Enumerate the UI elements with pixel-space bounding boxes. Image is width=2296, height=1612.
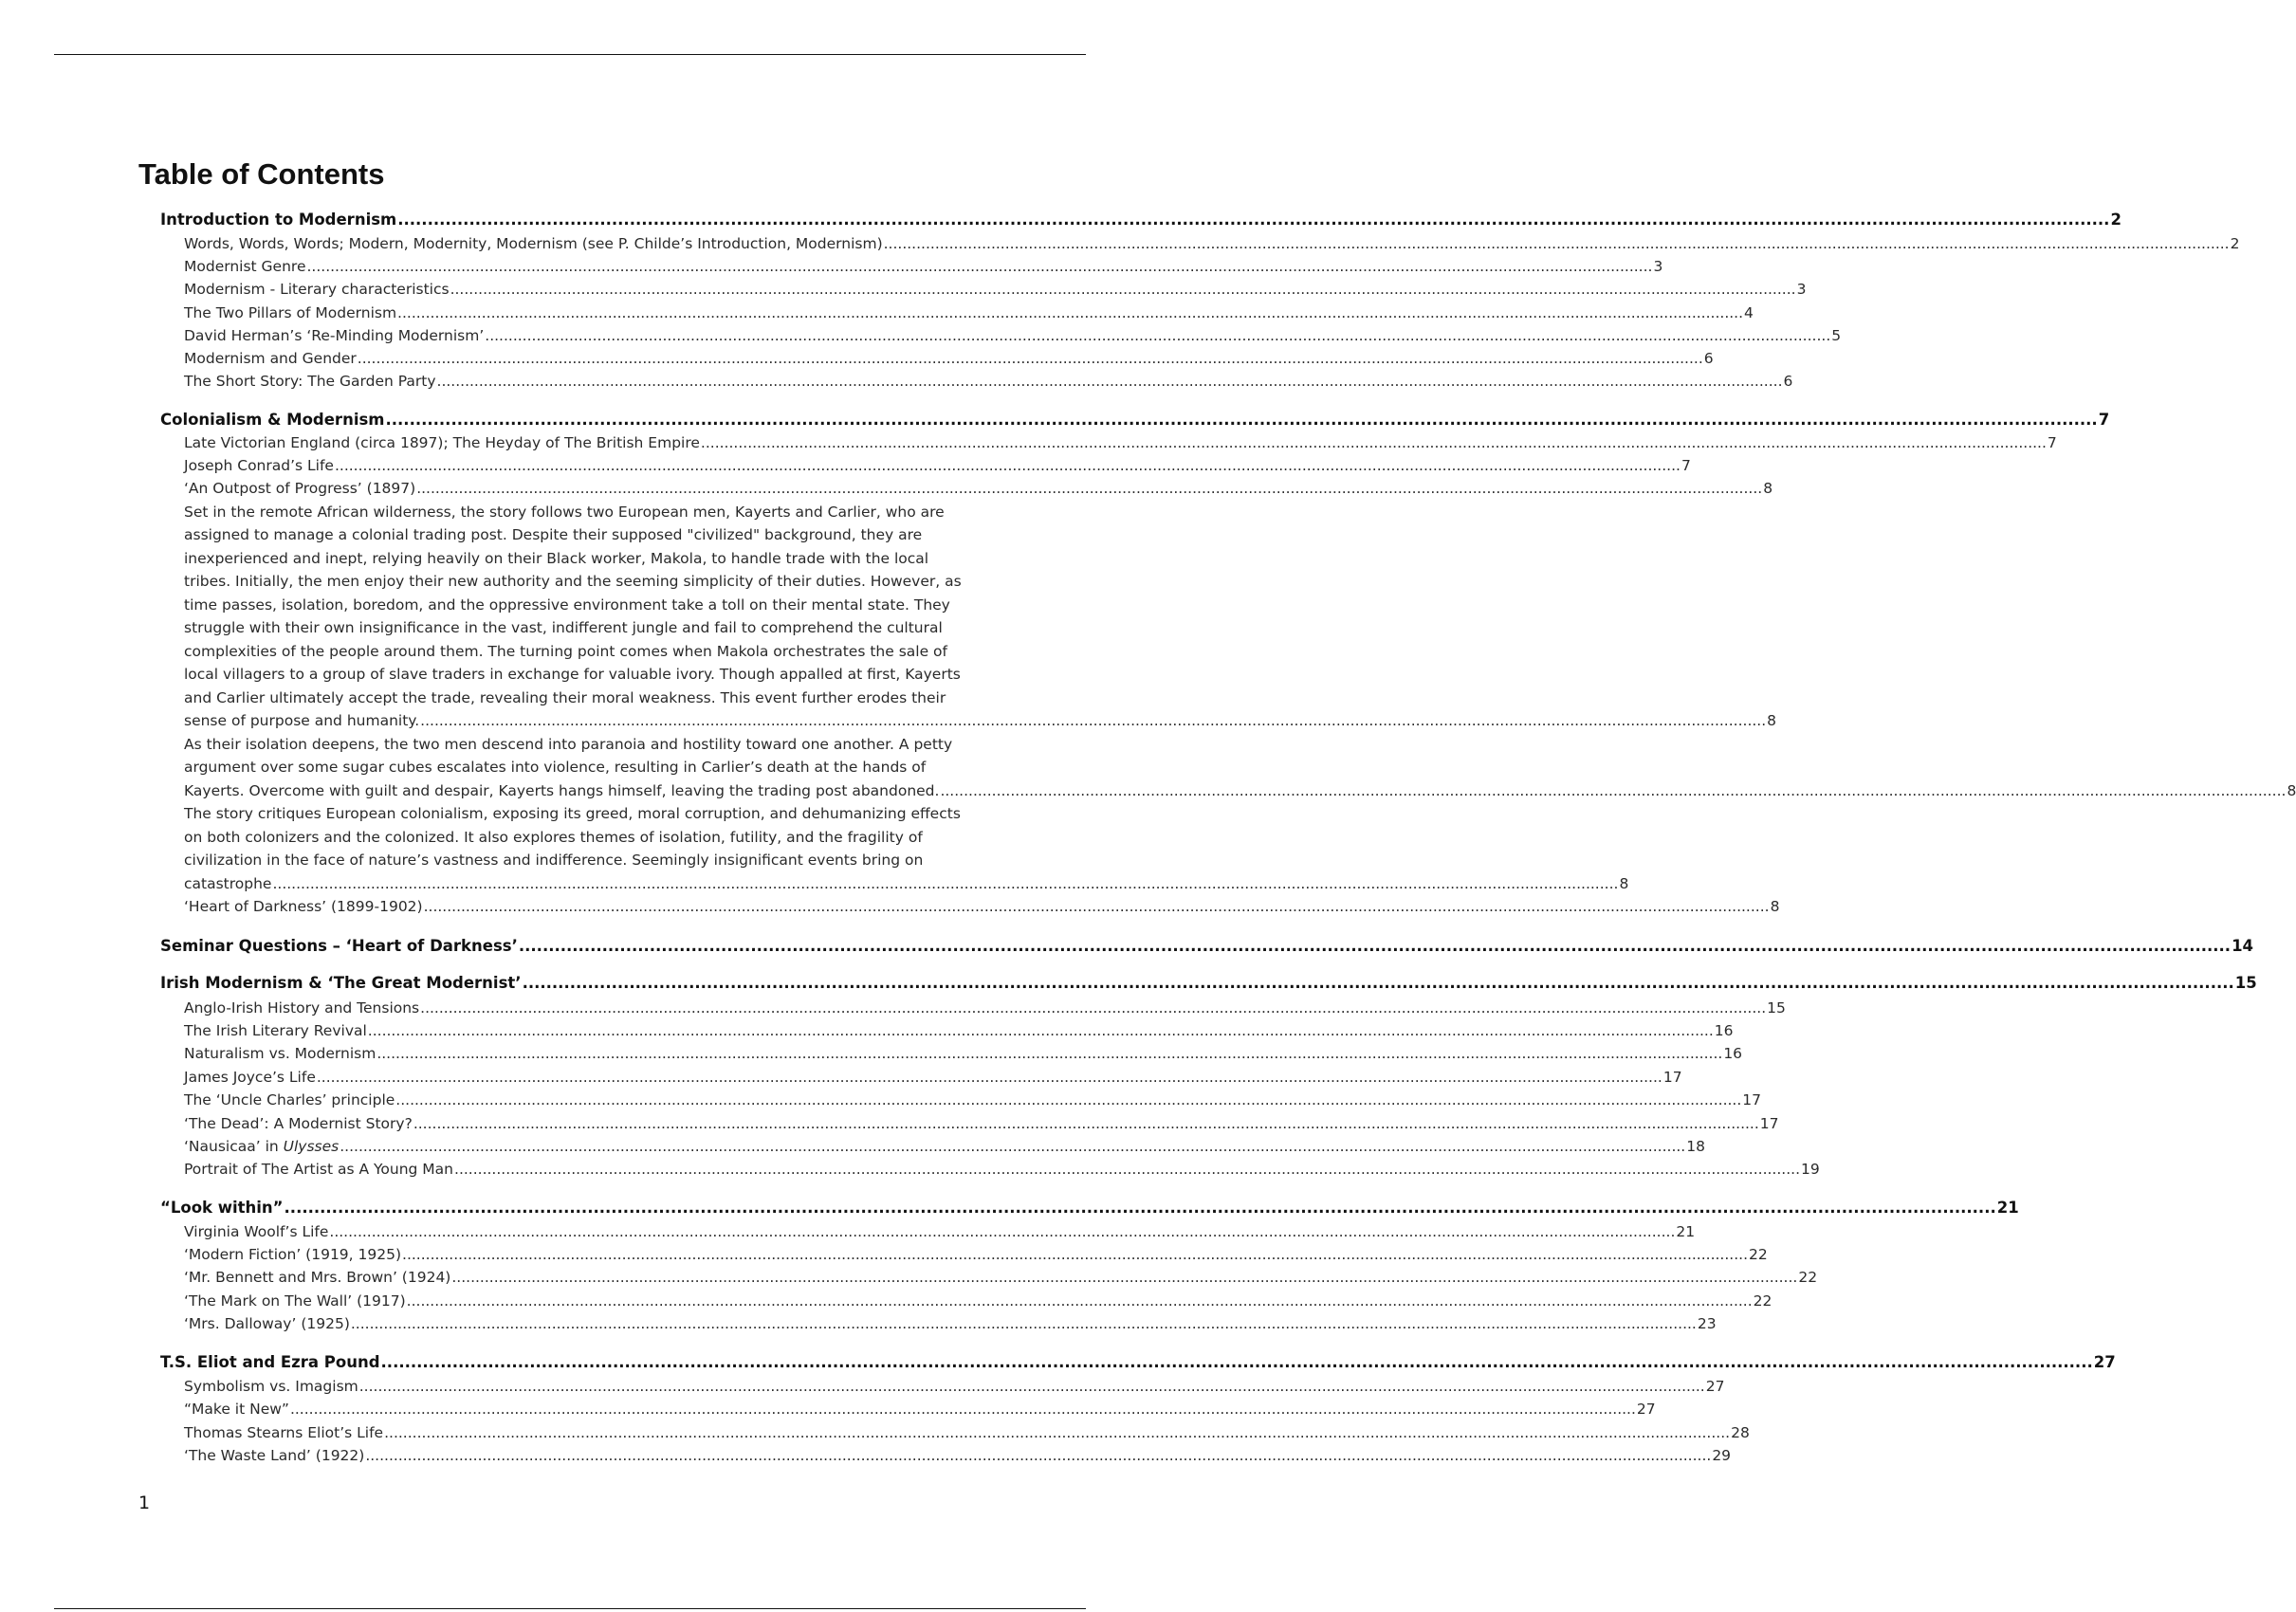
toc-entry-title: ‘Mr. Bennett and Mrs. Brown’ (1924): [184, 1269, 451, 1286]
toc-entry-title: ‘Heart of Darkness’ (1899-1902): [184, 898, 423, 915]
dot-leader: [335, 459, 1681, 474]
toc-page-number: 23: [1697, 1315, 1717, 1332]
toc-page-number: 3: [1796, 281, 1807, 298]
toc-section-entry[interactable]: [160, 411, 2110, 429]
toc-body-text-line: argument over some sugar cubes escalates into violence, resulting in Carlier’s death at the hands of: [184, 759, 927, 776]
toc-subsection-entry[interactable]: [184, 1246, 1768, 1263]
toc-body-text-line: The story critiques European colonialism, exposing its greed, moral corruption, and dehumanizing effects: [184, 805, 961, 822]
toc-page-number: 14: [2232, 937, 2254, 955]
dot-leader: [317, 1071, 1662, 1086]
toc-page-number: 3: [1653, 258, 1663, 275]
toc-page-number: 15: [1767, 999, 1786, 1017]
toc-entry-title: Thomas Stearns Eliot’s Life: [184, 1424, 384, 1441]
toc-body-text-line: complexities of the people around them. The turning point comes when Makola orchestrates the sale of: [184, 643, 947, 660]
toc-body-text-line: time passes, isolation, boredom, and the oppressive environment take a toll on their mental state. They: [184, 596, 950, 614]
toc-subsection-entry[interactable]: [184, 434, 2057, 451]
toc-entry-title: Seminar Questions – ‘Heart of Darkness’: [160, 937, 518, 955]
toc-entry-title: Irish Modernism & ‘The Great Modernist’: [160, 974, 522, 992]
toc-subsection-entry[interactable]: [184, 350, 1714, 367]
dot-leader: [365, 1449, 1711, 1464]
dot-leader: [384, 1426, 1730, 1441]
dot-leader: [451, 1271, 1797, 1286]
toc-subsection-entry[interactable]: [184, 1315, 1717, 1332]
toc-subsection-entry[interactable]: [184, 457, 1691, 474]
toc-subsection-entry[interactable]: [184, 875, 1629, 892]
toc-page-number: 8: [1619, 875, 1629, 892]
dot-leader: [424, 900, 1770, 915]
toc-subsection-entry[interactable]: [184, 1161, 1820, 1178]
toc-page-number: 7: [1681, 457, 1691, 474]
dot-leader: [272, 877, 1618, 892]
toc-page-number: 19: [1801, 1161, 1820, 1178]
toc-body-text-line: Set in the remote African wilderness, the story follows two European men, Kayerts and Carlier, who are: [184, 504, 945, 521]
toc-subsection-entry[interactable]: [184, 1223, 1696, 1240]
toc-page-number: 8: [1770, 898, 1780, 915]
toc-entry-title: Introduction to Modernism: [160, 211, 397, 229]
dot-leader: [351, 1317, 1697, 1332]
toc-subsection-entry[interactable]: [184, 1115, 1779, 1132]
dot-leader: [485, 329, 1830, 344]
toc-subsection-entry[interactable]: [184, 1069, 1682, 1086]
dot-leader: [368, 1024, 1714, 1039]
toc-entry-title: The Short Story: The Garden Party: [184, 373, 436, 390]
toc-subsection-entry[interactable]: [184, 898, 1780, 915]
toc-page-number: 6: [1703, 350, 1714, 367]
toc-page-number: 29: [1712, 1447, 1732, 1464]
toc-entry-title: James Joyce’s Life: [184, 1069, 316, 1086]
dot-leader: [884, 237, 2230, 252]
toc-page-number: 22: [1749, 1246, 1768, 1263]
toc-page-number: 27: [1636, 1401, 1656, 1418]
dot-leader: [402, 1248, 1748, 1263]
page-number: 1: [138, 1493, 151, 1513]
toc-body-text-line: and Carlier ultimately accept the trade, revealing their moral weakness. This event further erodes their: [184, 689, 946, 706]
book-title-italic: Ulysses: [283, 1138, 340, 1155]
toc-page-number: 21: [1996, 1199, 2019, 1217]
toc-body-text-line: struggle with their own insignificance in the vast, indifferent jungle and fail to comprehend the cultural: [184, 619, 943, 636]
toc-subsection-entry[interactable]: [184, 258, 1663, 275]
dot-leader: [395, 1093, 1741, 1108]
toc-page-number: 21: [1676, 1223, 1696, 1240]
toc-page-number: 17: [1662, 1069, 1682, 1086]
toc-page-number: 8: [1763, 480, 1773, 497]
toc-subsection-entry[interactable]: [184, 327, 1842, 344]
dot-leader: [306, 260, 1652, 275]
toc-body-text-line: assigned to manage a colonial trading post. Despite their supposed "civilized" background, they are: [184, 526, 923, 543]
toc-section-entry[interactable]: [160, 1199, 2019, 1217]
toc-entry-title: Anglo-Irish History and Tensions: [184, 999, 420, 1017]
dot-leader: [359, 1380, 1705, 1395]
toc-entry-title: catastrophe: [184, 875, 272, 892]
toc-entry-title: ‘The Mark on The Wall’ (1917): [184, 1292, 406, 1310]
toc-entry-title: sense of purpose and humanity.: [184, 712, 420, 729]
toc-entry-title: The ‘Uncle Charles’ principle: [184, 1091, 395, 1108]
toc-page-number: 28: [1731, 1424, 1750, 1441]
toc-section-entry[interactable]: [160, 974, 2257, 992]
toc-page-number: 2: [2230, 235, 2240, 252]
toc-subsection-entry[interactable]: [184, 304, 1754, 321]
toc-page-number: 15: [2234, 974, 2257, 992]
toc-page-number: 17: [1759, 1115, 1779, 1132]
toc-page-number: 4: [1744, 304, 1754, 321]
dot-leader: [329, 1225, 1675, 1240]
toc-page-number: 22: [1753, 1292, 1773, 1310]
toc-entry-title: ‘An Outpost of Progress’ (1897): [184, 480, 416, 497]
toc-page-number: 8: [2287, 782, 2296, 799]
toc-section-entry[interactable]: [160, 211, 2122, 229]
dot-leader: [397, 306, 1743, 321]
toc-entry-title: Modernism and Gender: [184, 350, 357, 367]
toc-entry-title: ‘Modern Fiction’ (1919, 1925): [184, 1246, 402, 1263]
toc-entry-title: David Herman’s ‘Re-Minding Modernism’: [184, 327, 485, 344]
dot-leader: [701, 436, 2047, 451]
toc-entry-title: Modernist Genre: [184, 258, 306, 275]
toc-page-number: 7: [2098, 411, 2110, 429]
toc-entry-title: ‘Nausicaa’ in Ulysses: [184, 1138, 340, 1155]
toc-subsection-entry[interactable]: [184, 1378, 1725, 1395]
toc-entry-title: Words, Words, Words; Modern, Modernity, Modernism (see P. Childe’s Introduction, Modernism): [184, 235, 883, 252]
dot-leader: [437, 375, 1783, 390]
toc-subsection-entry[interactable]: [184, 1045, 1743, 1062]
toc-entry-title: Symbolism vs. Imagism: [184, 1378, 358, 1395]
dot-leader: [290, 1402, 1636, 1418]
toc-entry-title: ‘The Waste Land’ (1922): [184, 1447, 365, 1464]
dot-leader: [450, 283, 1796, 298]
toc-page-number: 17: [1742, 1091, 1762, 1108]
toc-entry-title: The Two Pillars of Modernism: [184, 304, 397, 321]
dot-leader: [397, 212, 2109, 229]
toc-section-entry[interactable]: [160, 1353, 2116, 1371]
dot-leader: [407, 1294, 1753, 1310]
toc-subsection-entry[interactable]: [184, 1269, 1818, 1286]
toc-entry-title: “Look within”: [160, 1199, 284, 1217]
dot-leader: [420, 714, 1766, 729]
dot-leader: [413, 1117, 1759, 1132]
toc-entry-title: T.S. Eliot and Ezra Pound: [160, 1353, 380, 1371]
page-title: Table of Contents: [138, 157, 385, 191]
toc-entry-title: Naturalism vs. Modernism: [184, 1045, 377, 1062]
toc-subsection-entry[interactable]: [184, 782, 2296, 799]
toc-page-number: 27: [2093, 1353, 2116, 1371]
toc-body-text-line: on both colonizers and the colonized. It also explores themes of isolation, futility, and the fragility of: [184, 829, 923, 846]
dot-leader: [519, 939, 2231, 955]
toc-page-number: 2: [2110, 211, 2122, 229]
toc-body-text-line: As their isolation deepens, the two men descend into paranoia and hostility toward one another. A petty: [184, 736, 953, 753]
toc-entry-title: “Make it New”: [184, 1401, 289, 1418]
toc-entry-title: ‘Mrs. Dalloway’ (1925): [184, 1315, 350, 1332]
toc-subsection-entry[interactable]: [184, 1091, 1762, 1108]
dot-leader: [420, 1001, 1766, 1017]
toc-subsection-entry[interactable]: [184, 712, 1777, 729]
toc-subsection-entry[interactable]: [184, 999, 1786, 1017]
toc-entry-title: Late Victorian England (circa 1897); The Heyday of The British Empire: [184, 434, 700, 451]
toc-subsection-entry[interactable]: [184, 1292, 1773, 1310]
toc-subsection-entry[interactable]: [184, 1401, 1656, 1418]
toc-entry-title: The Irish Literary Revival: [184, 1022, 367, 1039]
dot-leader: [340, 1140, 1685, 1155]
toc-page-number: 16: [1723, 1045, 1743, 1062]
toc-subsection-entry[interactable]: [184, 1138, 1705, 1155]
toc-page-number: 22: [1798, 1269, 1818, 1286]
toc-subsection-entry[interactable]: [184, 1022, 1734, 1039]
toc-subsection-entry[interactable]: [184, 1447, 1732, 1464]
toc-entry-title: Colonialism & Modernism: [160, 411, 385, 429]
toc-page-number: 27: [1705, 1378, 1725, 1395]
dot-leader: [940, 784, 2286, 799]
toc-page-number: 18: [1686, 1138, 1705, 1155]
toc-section-entry[interactable]: [160, 937, 2254, 955]
toc-entry-title: Virginia Woolf’s Life: [184, 1223, 329, 1240]
toc-page-number: 5: [1831, 327, 1842, 344]
toc-subsection-entry[interactable]: [184, 235, 2240, 252]
toc-page-number: 8: [1767, 712, 1777, 729]
toc-entry-title: Modernism - Literary characteristics: [184, 281, 450, 298]
dot-leader: [523, 976, 2234, 992]
toc-page-number: 6: [1783, 373, 1793, 390]
toc-body-text-line: inexperienced and inept, relying heavily on their Black worker, Makola, to handle trade with the local: [184, 550, 929, 567]
toc-page-number: 7: [2047, 434, 2057, 451]
toc-entry-title: Kayerts. Overcome with guilt and despair, Kayerts hangs himself, leaving the trading post abandoned.: [184, 782, 940, 799]
toc-entry-title: Portrait of The Artist as A Young Man: [184, 1161, 454, 1178]
dot-leader: [381, 1355, 2093, 1371]
toc-entry-title: Joseph Conrad’s Life: [184, 457, 334, 474]
dot-leader: [454, 1163, 1800, 1178]
dot-leader: [416, 482, 1762, 497]
dot-leader: [386, 412, 2098, 429]
toc-subsection-entry[interactable]: [184, 281, 1807, 298]
toc-body-text-line: civilization in the face of nature’s vastness and indifference. Seemingly insignificant events bring on: [184, 852, 924, 869]
toc-subsection-entry[interactable]: [184, 373, 1793, 390]
toc-body-text-line: local villagers to a group of slave traders in exchange for valuable ivory. Though appalled at first, Kayerts: [184, 666, 961, 683]
toc-page-number: 16: [1714, 1022, 1734, 1039]
dot-leader: [285, 1200, 1996, 1217]
toc-subsection-entry[interactable]: [184, 480, 1773, 497]
toc-subsection-entry[interactable]: [184, 1424, 1750, 1441]
toc-body-text-line: tribes. Initially, the men enjoy their new authority and the seeming simplicity of their duties. However, as: [184, 573, 962, 590]
toc-entry-title: ‘The Dead’: A Modernist Story?: [184, 1115, 413, 1132]
dot-leader: [358, 352, 1703, 367]
bottom-rule: [54, 1608, 1086, 1609]
dot-leader: [377, 1047, 1722, 1062]
